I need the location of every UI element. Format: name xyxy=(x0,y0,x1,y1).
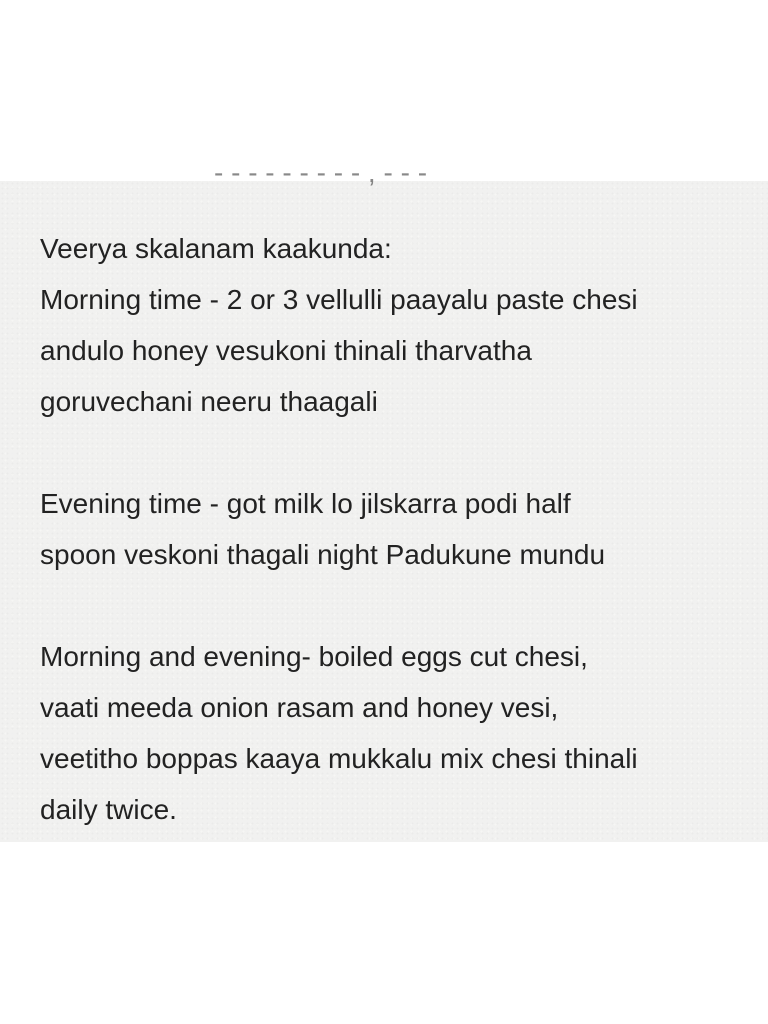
note-line: veetitho boppas kaaya mukkalu mix chesi thinali xyxy=(40,743,638,774)
note-line: Veerya skalanam kaakunda: xyxy=(40,233,392,264)
note-line: Morning time - 2 or 3 vellulli paayalu paste chesi xyxy=(40,284,638,315)
note-line: vaati meeda onion rasam and honey vesi, xyxy=(40,692,559,723)
note-line: andulo honey vesukoni thinali tharvatha xyxy=(40,335,532,366)
clipped-top-line: - - - - - - - - - , - - - xyxy=(214,157,428,188)
note-line: daily twice. xyxy=(40,794,177,825)
paragraph-gap xyxy=(40,580,750,631)
note-line: spoon veskoni thagali night Padukune mundu xyxy=(40,539,606,570)
note-line: Evening time - got milk lo jilskarra podi half xyxy=(40,488,571,519)
note-card xyxy=(0,157,768,842)
note-body xyxy=(40,223,750,835)
paragraph-gap xyxy=(40,427,750,478)
note-line: Morning and evening- boiled eggs cut chesi, xyxy=(40,641,588,672)
note-line: goruvechani neeru thaagali xyxy=(40,386,378,417)
